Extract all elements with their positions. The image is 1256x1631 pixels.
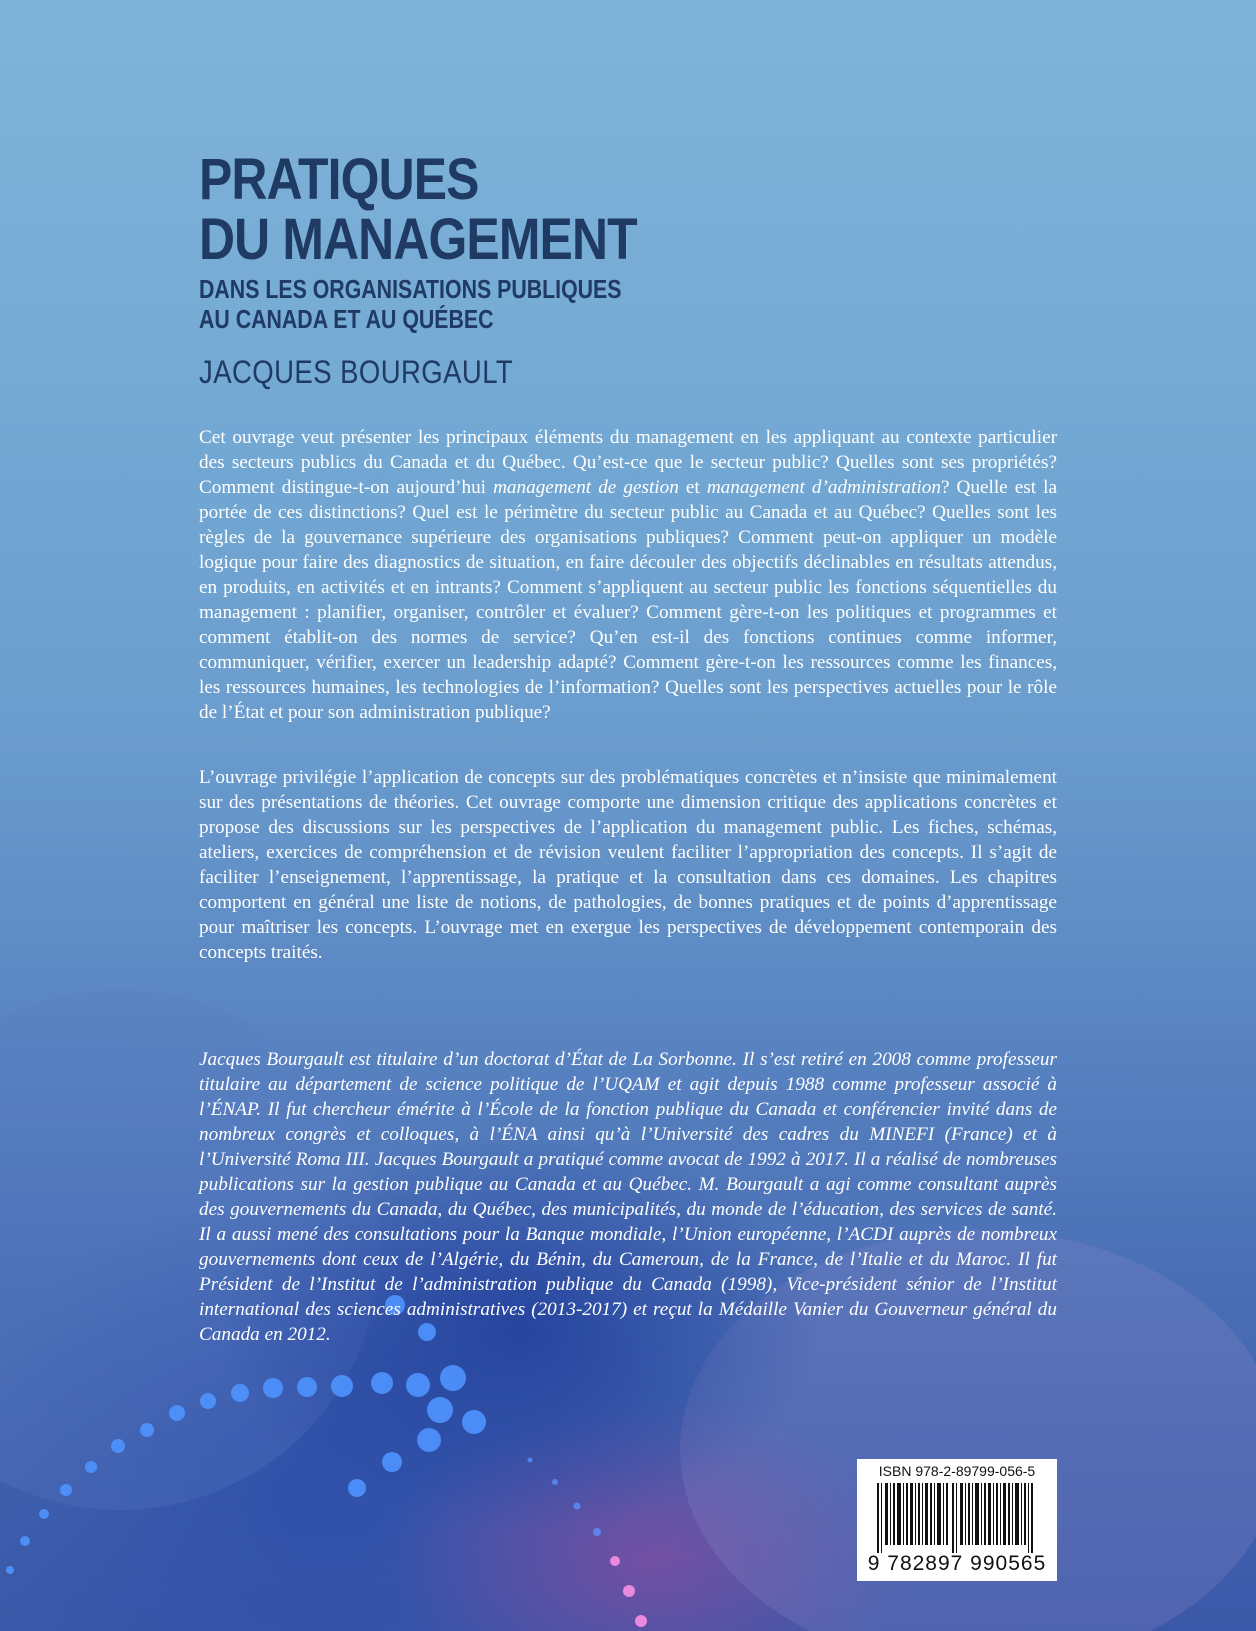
- description-paragraph-1: Cet ouvrage veut présenter les principaux éléments du management en les appliquant au contexte particulier des secteurs publics du Canada et du Québec. Qu’est-ce que le secteur public? Quelles sont ses propriétés? Comment distingue-t-on aujourd’hui management de gestion et management d’administration? Quelle est la portée de ces distinctions? Quel est le périmètre du secteur public au Canada et au Québec? Quelles sont les règles de la gouvernance supérieure des organisations publiques? Comment peut-on appliquer un modèle logique pour faire des diagnostics de situation, en faire découler des objectifs déclinables en résultats attendus, en produits, en activités et en intrants? Comment s’appliquent au secteur public les fonctions séquentielles du management : planifier, organiser, contrôler et évaluer? Comment gère-t-on les politiques et programmes et comment établit-on des normes de service? Qu’en est-il des fonctions continues comme informer, communiquer, vérifier, exercer un leadership adapté? Comment gère-t-on les ressources comme les finances, les ressources humaines, les technologies de l’information? Quelles sont les perspectives actuelles pour le rôle de l’État et pour son administration publique?: [199, 427, 1057, 723]
- isbn-label: ISBN 978-2-89799-056-5: [878, 1463, 1036, 1479]
- book-title-line2: DU MANAGEMENT: [199, 207, 637, 272]
- barcode-icon: [877, 1483, 1037, 1553]
- isbn-barcode: [857, 1459, 1057, 1581]
- book-subtitle-line1: DANS LES ORGANISATIONS PUBLIQUES: [199, 274, 622, 304]
- book-subtitle-line2: AU CANADA ET AU QUÉBEC: [199, 304, 494, 334]
- book-title-line1: PRATIQUES: [199, 147, 479, 212]
- author-name: JACQUES BOURGAULT: [199, 354, 514, 390]
- author-bio: Jacques Bourgault est titulaire d’un doctorat d’État de La Sorbonne. Il s’est retiré en 2008 comme professeur titulaire au département de science politique de l’UQAM et agit depuis 1988 comme professeur associé à l’ÉNAP. Il fut chercheur émérite à l’École de la fonction publique du Canada et conférencier invité dans de nombreux congrès et colloques, à l’ÉNA ainsi qu’à l’Université des cadres du MINEFI (France) et à l’Université Roma III. Jacques Bourgault a pratiqué comme avocat de 1992 à 2017. Il a réalisé de nombreuses publications sur la gestion publique au Canada et au Québec. M. Bourgault a agi comme consultant auprès des gouvernements du Canada, du Québec, des municipalités, du monde de l’éducation, des services de santé. Il a aussi mené des consultations pour la Banque mondiale, l’Union européenne, l’ACDI auprès de nombreux gouvernements dont ceux de l’Algérie, du Bénin, du Cameroun, de la France, de l’Italie et du Maroc. Il fut Président de l’Institut de l’administration publique du Canada (1998), Vice-président sénior de l’Institut international des sciences administratives (2013-2017) et reçut la Médaille Vanier du Gouverneur général du Canada en 2012.: [199, 1049, 1057, 1345]
- title-block: [199, 147, 714, 390]
- barcode-digits: 9 782897 990565: [867, 1552, 1047, 1575]
- description-paragraph-2: L’ouvrage privilégie l’application de concepts sur des problématiques concrètes et n’insiste que minimalement sur des présentations de théories. Cet ouvrage comporte une dimension critique des applications concrètes et propose des discussions sur les perspectives de l’application du management public. Les fiches, schémas, ateliers, exercices de compréhension et de révision veulent faciliter l’appropriation des concepts. Il s’agit de faciliter l’enseignement, l’apprentissage, la pratique et la consultation dans ces domaines. Les chapitres comportent en général une liste de notions, de pathologies, de bonnes pratiques et de points d’apprentissage pour maîtriser les concepts. L’ouvrage met en exergue les perspectives de développement contemporain des concepts traités.: [199, 767, 1057, 963]
